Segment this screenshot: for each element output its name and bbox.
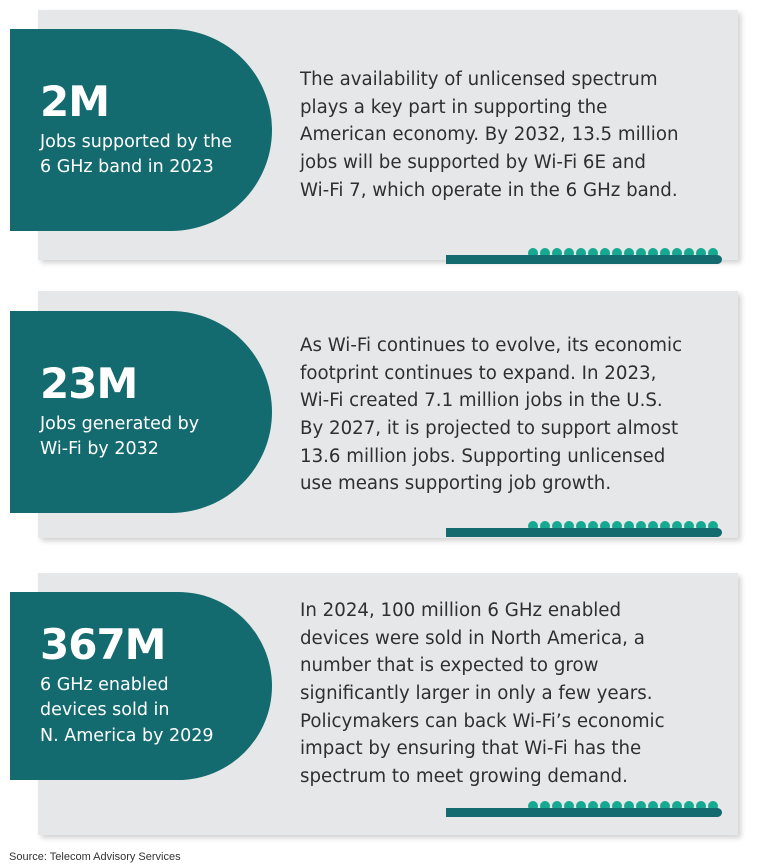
stat-label-line: Jobs generated by [40, 413, 200, 434]
stat-value: 23M [40, 358, 138, 408]
decorative-dotted-bar [446, 801, 722, 817]
description-line: impact by ensuring that Wi-Fi has the [300, 738, 642, 760]
stat-badge [10, 311, 272, 513]
stat-label [40, 673, 272, 749]
description-line: Policymakers can back Wi-Fi’s economic [300, 710, 665, 732]
description-line: In 2024, 100 million 6 GHz enabled [300, 600, 622, 621]
stat-label [40, 130, 272, 181]
description-line: As Wi-Fi continues to evolve, its economic [300, 335, 683, 356]
description-line: By 2027, it is projected to support almost [300, 417, 679, 439]
description-line: Wi-Fi created 7.1 million jobs in the U.S. [300, 390, 663, 412]
description-line: Wi-Fi 7, which operate in the 6 GHz band. [300, 179, 678, 201]
stat-value: 2M [40, 76, 110, 126]
stat-label-line: devices sold in [40, 700, 170, 721]
description-line: 13.6 million jobs. Supporting unlicensed [300, 445, 666, 467]
description-line: jobs will be supported by Wi-Fi 6E and [300, 151, 646, 173]
decorative-bar [446, 808, 722, 817]
stat-label-line: N. America by 2029 [40, 725, 214, 746]
description-line: plays a key part in supporting the [300, 96, 608, 118]
stat-badge [10, 592, 272, 780]
source-citation: Source: Telecom Advisory Services [9, 851, 181, 863]
description-line: The availability of unlicensed spectrum [300, 69, 658, 90]
description-line: devices were sold in North America, a [300, 627, 645, 649]
decorative-bar [446, 255, 722, 264]
description-line: significantly larger in only a few years. [300, 682, 653, 704]
stat-value: 367M [40, 619, 166, 669]
stat-label-line: Wi-Fi by 2032 [40, 439, 159, 460]
stat-badge [10, 29, 272, 231]
description-line: spectrum to meet growing demand. [300, 765, 628, 787]
description-line: footprint continues to expand. In 2023, [300, 362, 657, 384]
stat-label [40, 412, 272, 463]
description-line: number that is expected to grow [300, 655, 599, 677]
decorative-dotted-bar [446, 248, 722, 264]
stat-label-line: 6 GHz enabled [40, 674, 169, 695]
stat-label-line: 6 GHz band in 2023 [40, 157, 214, 178]
card-description [300, 66, 725, 204]
description-line: use means supporting job growth. [300, 473, 612, 495]
card-description [300, 332, 725, 498]
stat-label-line: Jobs supported by the [40, 131, 233, 152]
card-description [300, 597, 725, 791]
description-line: American economy. By 2032, 13.5 million [300, 124, 679, 146]
decorative-dotted-bar [446, 521, 722, 537]
decorative-bar [446, 528, 722, 537]
